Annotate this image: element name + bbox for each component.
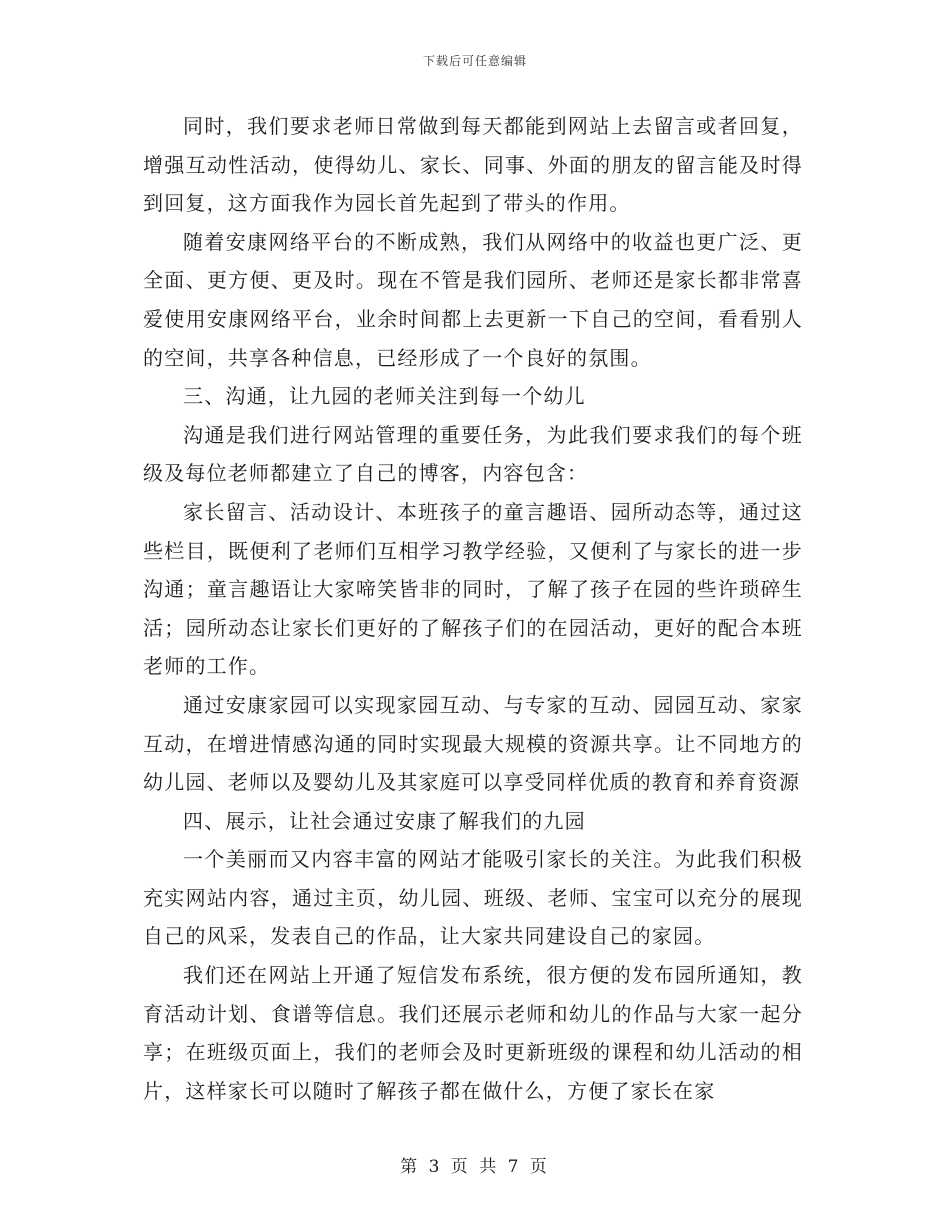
section-heading-showcase: 四、展示，让社会通过安康了解我们的九园 xyxy=(183,808,586,833)
paragraph-blog-requirement: 沟通是我们进行网站管理的重要任务，为此我们要求我们的每个班级及每位老师都建立了自己的博客，内容包含： xyxy=(143,422,803,486)
paragraph-website-content: 一个美丽而又内容丰富的网站才能吸引家长的关注。为此我们积极充实网站内容，通过主页，幼儿园、班级、老师、宝宝可以充分的展现自己的风采，发表自己的作品，让大家共同建设自己的家园。 xyxy=(143,847,803,949)
paragraph-blog-columns: 家长留言、活动设计、本班孩子的童言趣语、园所动态等，通过这些栏目，既便利了老师们互相学习教学经验，又便利了与家长的进一步沟通；童言趣语让大家啼笑皆非的同时，了解了孩子在园的些许琐碎生活；园所动态让家长们更好的了解孩子们的在园活动，更好的配合本班老师的工作。 xyxy=(143,499,803,679)
document-body xyxy=(143,107,803,1110)
download-note: 下载后可任意编辑 xyxy=(422,54,527,68)
paragraph-sms-system: 我们还在网站上开通了短信发布系统，很方便的发布园所通知，教育活动计划、食谱等信息。我们还展示老师和幼儿的作品与大家一起分享；在班级页面上，我们的老师会及时更新班级的课程和幼儿活动的相片，这样家长可以随时了解孩子都在做什么，方便了家长在家 xyxy=(143,963,803,1103)
section-heading-communication: 三、沟通，让九园的老师关注到每一个幼儿 xyxy=(183,384,586,409)
paragraph-resource-sharing: 通过安康家园可以实现家园互动、与专家的互动、园园互动、家家互动，在增进情感沟通的同时实现最大规模的资源共享。让不同地方的幼儿园、老师以及婴幼儿及其家庭可以享受同样优质的教育和养育资源 xyxy=(143,692,803,795)
page-indicator: 第 3 页 共 7 页 xyxy=(400,1157,550,1177)
paragraph-reply-requirement: 同时，我们要求老师日常做到每天都能到网站上去留言或者回复，增强互动性活动，使得幼儿、家长、同事、外面的朋友的留言能及时得到回复，这方面我作为园长首先起到了带头的作用。 xyxy=(143,114,803,216)
paragraph-platform-benefits: 随着安康网络平台的不断成熟，我们从网络中的收益也更广泛、更全面、更方便、更及时。现在不管是我们园所、老师还是家长都非常喜爱使用安康网络平台，业余时间都上去更新一下自己的空间，看看别人的空间，共享各种信息，已经形成了一个良好的氛围。 xyxy=(143,229,803,370)
